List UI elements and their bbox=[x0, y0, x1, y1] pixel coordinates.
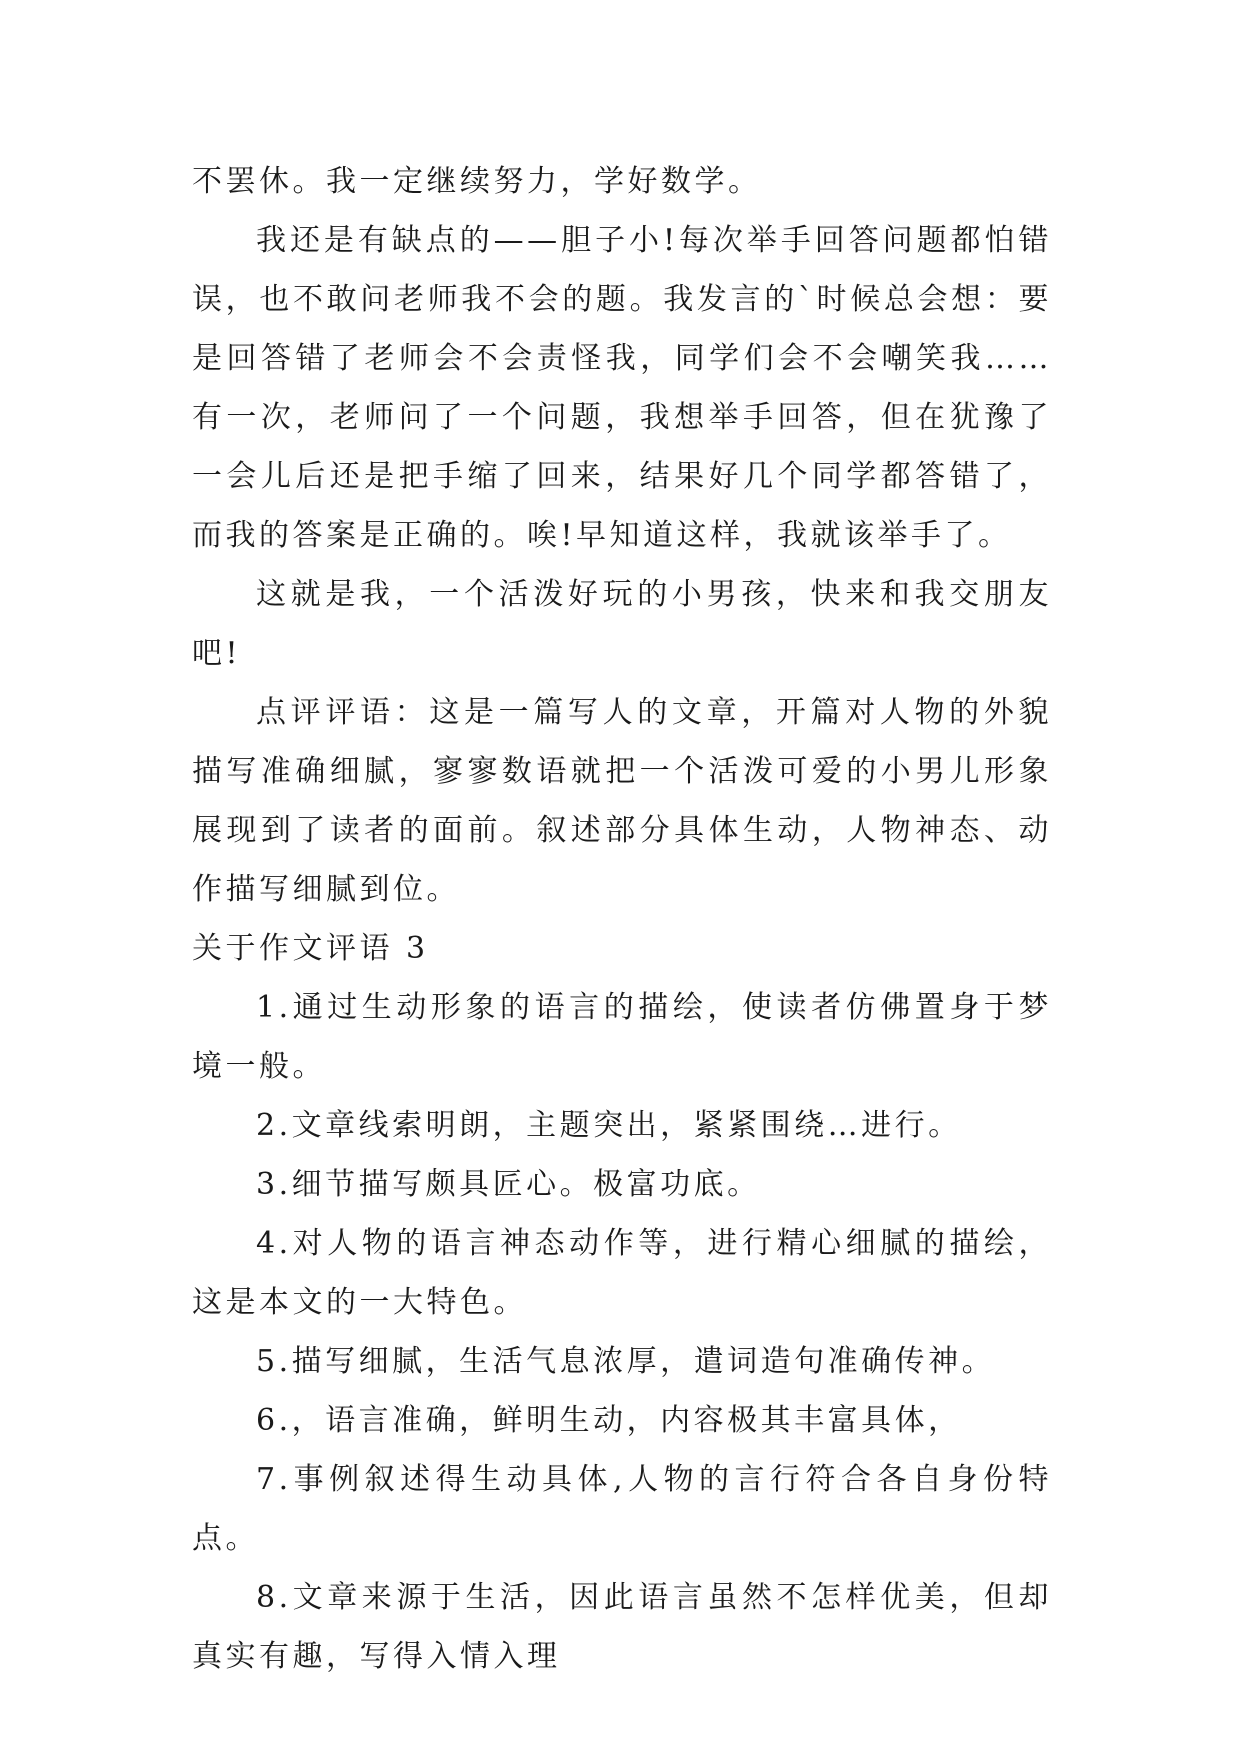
paragraph-shortcoming: 我还是有缺点的——胆子小!每次举手回答问题都怕错误，也不敢问老师我不会的题。我发言的`时候总会想：要是回答错了老师会不会责怪我，同学们会不会嘲笑我……有一次，老师问了一个问题，我想举手回答，但在犹豫了一会儿后还是把手缩了回来，结果好几个同学都答错了，而我的答案是正确的。唉!早知道这样，我就该举手了。 bbox=[192, 223, 1052, 553]
list-item: 6.，语言准确，鲜明生动，内容极其丰富具体， bbox=[256, 1403, 962, 1438]
document-body bbox=[192, 152, 1052, 1686]
list-item: 4.对人物的语言神态动作等，进行精心细腻的描绘，这是本文的一大特色。 bbox=[192, 1226, 1052, 1320]
list-item: 8.文章来源于生活，因此语言虽然不怎样优美，但却真实有趣，写得入情入理 bbox=[192, 1580, 1052, 1674]
list-item: 2.文章线索明朗，主题突出，紧紧围绕…进行。 bbox=[256, 1108, 962, 1143]
list-item: 3.细节描写颇具匠心。极富功底。 bbox=[256, 1167, 761, 1202]
paragraph-review-comment: 点评评语：这是一篇写人的文章，开篇对人物的外貌描写准确细腻，寥寥数语就把一个活泼可爱的小男儿形象展现到了读者的面前。叙述部分具体生动，人物神态、动作描写细腻到位。 bbox=[192, 695, 1052, 907]
paragraph-conclusion: 这就是我，一个活泼好玩的小男孩，快来和我交朋友吧! bbox=[192, 577, 1052, 671]
list-item: 5.描写细腻，生活气息浓厚，遣词造句准确传神。 bbox=[256, 1344, 996, 1379]
list-item: 1.通过生动形象的语言的描绘，使读者仿佛置身于梦境一般。 bbox=[192, 990, 1052, 1084]
section-heading: 关于作文评语 3 bbox=[192, 931, 429, 966]
list-item: 7.事例叙述得生动具体,人物的言行符合各自身份特点。 bbox=[192, 1462, 1052, 1556]
paragraph-continuation: 不罢休。我一定继续努力，学好数学。 bbox=[192, 164, 762, 199]
